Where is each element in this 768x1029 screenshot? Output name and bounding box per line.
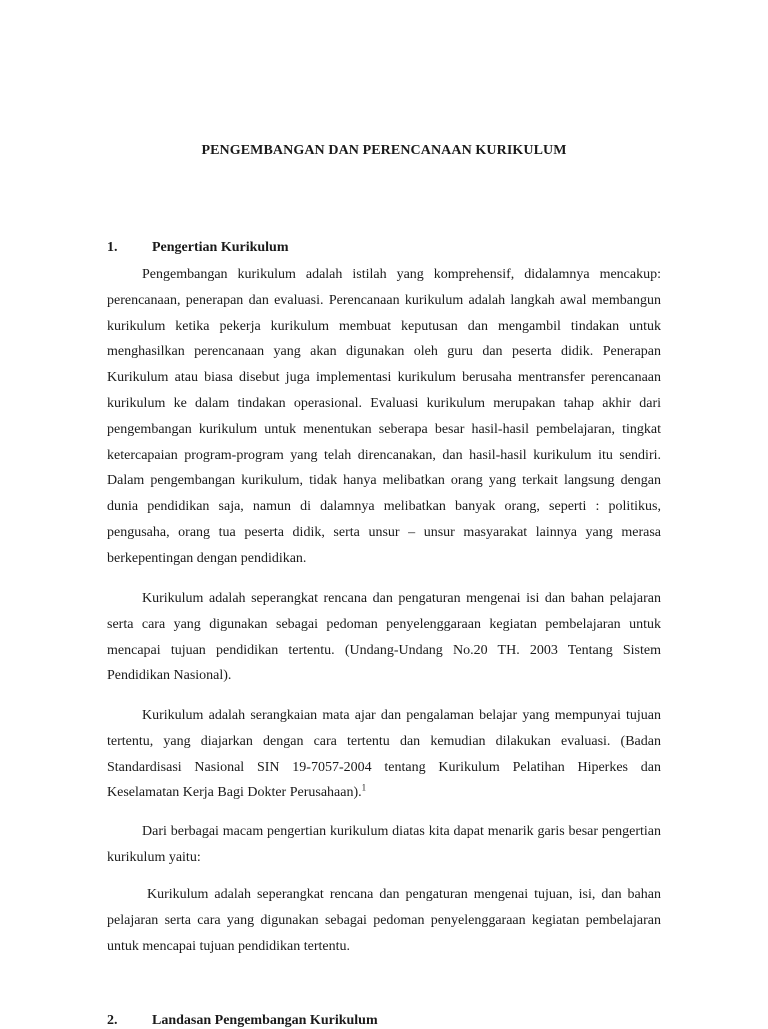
section-heading-text: Pengertian Kurikulum [152, 240, 289, 255]
section-number: 1. [107, 240, 118, 255]
paragraph-summary-definition: Kurikulum adalah seperangkat rencana dan pengaturan mengenai tujuan, isi, dan bahan pelajaran serta cara yang digunakan sebagai pedoman penyelenggaraan kegiatan pembelajaran untuk mencapai tujuan pendidikan tertentu. [107, 887, 661, 954]
paragraph-definition-uu: Kurikulum adalah seperangkat rencana dan pengaturan mengenai isi dan bahan pelajaran serta cara yang digunakan sebagai pedoman penyelenggaraan kegiatan pembelajaran untuk mencapai tujuan pendidikan tertentu. (Undang-Undang No.20 TH. 2003 Tentang Sistem Pendidikan Nasional). [107, 591, 661, 684]
section-heading-landasan [107, 1013, 378, 1029]
section-heading-text: Landasan Pengembangan Kurikulum [152, 1013, 378, 1028]
paragraph-definition-bsn-text: Kurikulum adalah serangkaian mata ajar dan pengalaman belajar yang mempunyai tujuan tertentu, yang diajarkan dengan cara tertentu dan kemudian dilakukan evaluasi. (Badan Standardisasi Nasional SIN 19-7057-2004 tentang Kurikulum Pelatihan Hiperkes dan Keselamatan Kerja Bagi Dokter Perusahaan). [107, 708, 661, 801]
section-number: 2. [107, 1013, 118, 1028]
paragraph-pengembangan: Pengembangan kurikulum adalah istilah yang komprehensif, didalamnya mencakup: perencanaan, penerapan dan evaluasi. Perencanaan kurikulum adalah langkah awal membangun kurikulum ketika pekerja kurikulum membuat keputusan dan mengambil tindakan untuk menghasilkan perencanaan yang akan digunakan oleh guru dan peserta didik. Penerapan Kurikulum atau biasa disebut juga implementasi kurikulum berusaha mentransfer perencanaan kurikulum ke dalam tindakan operasional. Evaluasi kurikulum merupakan tahap akhir dari pengembangan kurikulum untuk menentukan seberapa besar hasil-hasil pembelajaran, tingkat ketercapaian program-program yang telah direncanakan, dan hasil-hasil kurikulum itu sendiri. Dalam pengembangan kurikulum, tidak hanya melibatkan orang yang terkait langsung dengan dunia pendidikan saja, namun di dalamnya melibatkan banyak orang, seperti : politikus, pengusaha, orang tua peserta didik, serta unsur – unsur masyarakat lainnya yang merasa berkepentingan dengan pendidikan. [107, 267, 661, 566]
paragraph-definition-bsn [107, 703, 661, 806]
paragraph-summary-intro: Dari berbagai macam pengertian kurikulum diatas kita dapat menarik garis besar pengertian kurikulum yaitu: [107, 824, 661, 865]
footnote-marker[interactable]: 1 [361, 782, 367, 793]
document-title: PENGEMBANGAN DAN PERENCANAAN KURIKULUM [201, 143, 567, 158]
section-heading-pengertian [107, 240, 289, 256]
